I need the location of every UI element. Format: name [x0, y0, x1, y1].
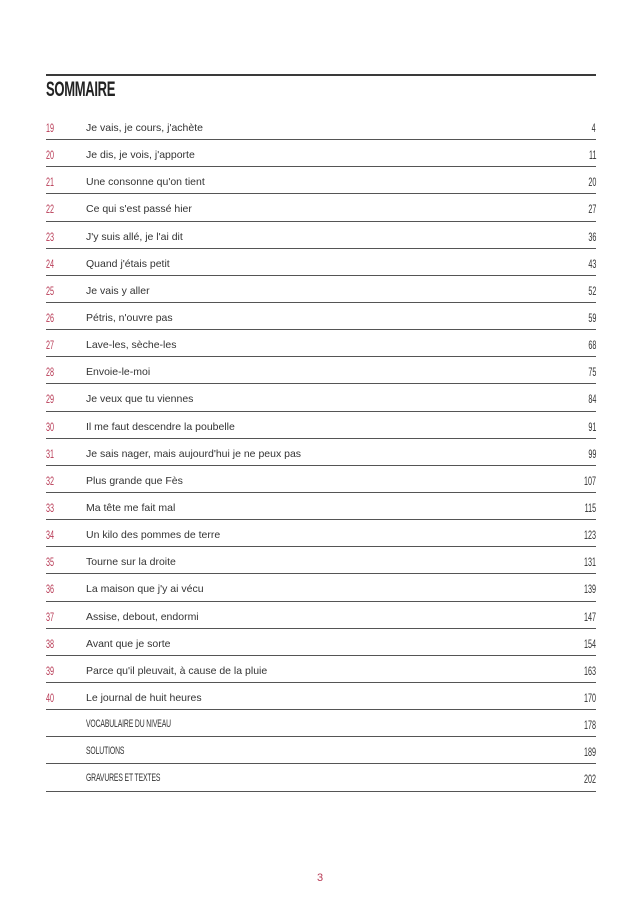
lesson-title: Lave-les, sèche-les	[86, 339, 177, 352]
toc-row[interactable]	[46, 357, 596, 384]
lesson-number: 31	[46, 446, 55, 461]
page-reference: 189	[583, 745, 596, 760]
page-reference: 11	[588, 148, 596, 163]
lesson-number: 22	[46, 202, 55, 217]
page-reference: 170	[583, 690, 596, 705]
lesson-title: La maison que j'y ai vécu	[86, 583, 204, 596]
lesson-title: Une consonne qu'on tient	[86, 176, 205, 189]
lesson-number: 30	[46, 419, 55, 434]
lesson-title: Je vais, je cours, j'achète	[86, 122, 203, 134]
toc-row[interactable]	[46, 656, 596, 683]
page-reference: 43	[587, 256, 596, 271]
page-reference: 68	[587, 338, 596, 353]
page-reference: 84	[587, 392, 596, 407]
lesson-number: 33	[46, 500, 55, 515]
page-reference: 36	[587, 229, 596, 244]
lesson-title: Assise, debout, endormi	[86, 610, 199, 623]
page-title: SOMMAIRE	[46, 78, 116, 101]
lesson-number: 37	[46, 609, 55, 624]
lesson-title: Quand j'étais petit	[86, 257, 170, 270]
toc-row[interactable]	[46, 683, 596, 710]
lesson-title: Envoie-le-moi	[86, 366, 151, 379]
lesson-title: Ma tête me fait mal	[86, 501, 176, 514]
appendix-row[interactable]	[46, 710, 596, 737]
page-reference: 52	[587, 283, 596, 298]
lesson-title: Il me faut descendre la poubelle	[86, 420, 235, 433]
page-reference: 107	[583, 473, 596, 488]
lesson-number: 21	[46, 175, 55, 190]
page-reference: 115	[584, 500, 596, 515]
toc-row[interactable]	[46, 412, 596, 439]
lesson-number: 25	[46, 283, 55, 298]
lesson-number: 20	[46, 148, 55, 163]
table-of-contents	[46, 113, 596, 792]
page-reference: 154	[583, 636, 596, 651]
lesson-number: 32	[46, 473, 55, 488]
lesson-title: Plus grande que Fès	[86, 474, 183, 487]
lesson-title: Pétris, n'ouvre pas	[86, 311, 173, 324]
lesson-number: 26	[46, 310, 55, 325]
toc-row[interactable]	[46, 520, 596, 547]
lesson-title: Je dis, je vois, j'apporte	[86, 149, 195, 162]
toc-row[interactable]	[46, 249, 596, 276]
toc-row[interactable]	[46, 547, 596, 574]
page-reference: 75	[587, 365, 596, 380]
lesson-title: Je veux que tu viennes	[86, 393, 194, 406]
appendix-row[interactable]	[46, 737, 596, 764]
lesson-number: 34	[46, 528, 55, 543]
toc-row[interactable]	[46, 439, 596, 466]
page-number: 3	[316, 872, 324, 884]
lesson-title: Tourne sur la droite	[86, 556, 176, 569]
toc-row[interactable]	[46, 384, 596, 411]
page-reference: 163	[583, 663, 596, 678]
toc-row[interactable]	[46, 602, 596, 629]
page-reference: 91	[587, 419, 596, 434]
toc-row[interactable]	[46, 222, 596, 249]
page-reference: 59	[587, 310, 596, 325]
lesson-title: Le journal de huit heures	[86, 691, 202, 704]
lesson-number: 19	[46, 121, 55, 135]
toc-row[interactable]	[46, 113, 596, 140]
toc-row[interactable]	[46, 629, 596, 656]
toc-row[interactable]	[46, 276, 596, 303]
lesson-title: Ce qui s'est passé hier	[86, 203, 192, 216]
appendix-title: SOLUTIONS	[86, 745, 125, 758]
lesson-number: 28	[46, 365, 55, 380]
toc-row[interactable]	[46, 140, 596, 167]
page-reference: 139	[583, 582, 596, 597]
toc-row[interactable]	[46, 167, 596, 194]
lesson-number: 23	[46, 229, 55, 244]
page-reference: 4	[591, 121, 596, 135]
lesson-title: J'y suis allé, je l'ai dit	[86, 230, 183, 243]
appendix-title: GRAVURES ET TEXTES	[86, 772, 161, 785]
lesson-number: 40	[46, 690, 55, 705]
page-reference: 202	[583, 772, 596, 787]
top-rule	[46, 74, 596, 76]
toc-row[interactable]	[46, 194, 596, 221]
lesson-title: Un kilo des pommes de terre	[86, 529, 221, 542]
lesson-number: 36	[46, 582, 55, 597]
page-reference: 20	[587, 175, 596, 190]
page-reference: 147	[583, 609, 596, 624]
lesson-number: 35	[46, 555, 55, 570]
lesson-number: 39	[46, 663, 55, 678]
lesson-number: 24	[46, 256, 55, 271]
appendix-title: VOCABULAIRE DU NIVEAU	[86, 718, 171, 731]
lesson-title: Parce qu'il pleuvait, à cause de la pluie	[86, 664, 268, 677]
toc-row[interactable]	[46, 330, 596, 357]
toc-row[interactable]	[46, 574, 596, 601]
lesson-number: 29	[46, 392, 55, 407]
toc-row[interactable]	[46, 493, 596, 520]
page-reference: 99	[587, 446, 596, 461]
lesson-title: Je sais nager, mais aujourd'hui je ne peux pas	[86, 447, 302, 460]
lesson-number: 38	[46, 636, 55, 651]
lesson-title: Avant que je sorte	[86, 637, 171, 650]
toc-row[interactable]	[46, 303, 596, 330]
appendix-row[interactable]	[46, 764, 596, 791]
page-reference: 123	[583, 528, 596, 543]
toc-row[interactable]	[46, 466, 596, 493]
lesson-number: 27	[46, 338, 55, 353]
lesson-title: Je vais y aller	[86, 284, 150, 297]
page-reference: 131	[583, 555, 596, 570]
page-reference: 178	[583, 718, 596, 733]
page-reference: 27	[587, 202, 596, 217]
